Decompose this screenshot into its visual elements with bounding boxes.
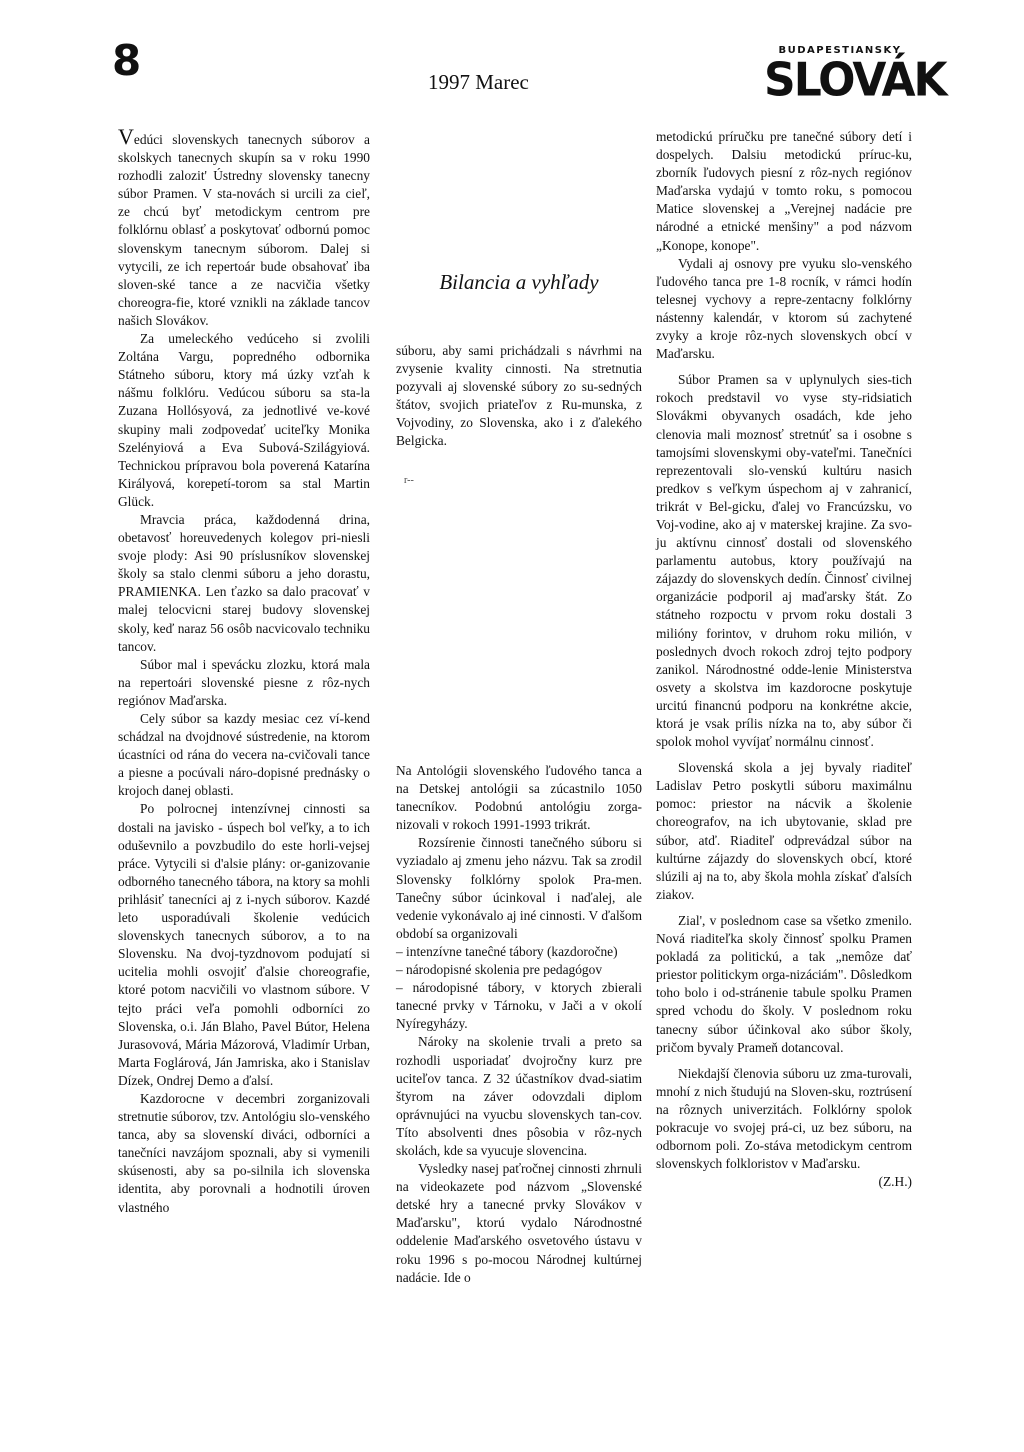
paragraph: metodickú príručku pre tanečné súbory detí i dospelych. Dalsiu metodickú príruc-ku, zborník ľudovych piesní z rôz-nych regiónov Maďarska vydajú v tomto roku, s pomocou Matice slovenskej a „Verejnej nadácie pre národné a etnické menšiny" a pod názvom „Konope, konope". (656, 129, 912, 253)
paragraph: Súbor mal i spevácku zlozku, ktorá mala na repertoári slovenské piesne z rôz-nych regiónov Maďarska. (118, 656, 370, 708)
article-column-3 (656, 128, 912, 1191)
list-item: – intenzívne taneĉné tábory (kazdoročne) (396, 943, 618, 959)
masthead-logo: SLOVÁK (764, 53, 946, 108)
author-signature: (Z.H.) (878, 1174, 912, 1190)
paragraph: Mravcia práca, každodenná drina, obetavosť horeuvedenych kolegov pri-niesli svoje plody: Asi 90 príslusníkov slovenskej školy sa stalo clenmi súboru a jeho dorastu, PRAMIENKA. Len ťazko sa dalo pracovať v malej telocvicni starej budovy slovenskej skoly, keď naraz 56 osôb nacvicovalo techniku tancov. (118, 511, 370, 654)
list-item: – národopisné skolenia pre pedagógov (396, 962, 603, 978)
stray-mark: r-- (404, 475, 414, 486)
list-item: – národopisné tábory, v ktorych zbierali tanecné prvky v Tárnoku, v Jači a v okolí Nyíregyházy. (396, 980, 642, 1032)
paragraph: Kazdorocne v decembri zorganizovali stretnutie súborov, tzv. Antológiu slo-venského tanca, aby sa slovenskí diváci, odborníci a tanečníci navzájom spoznali, aby si vymenili skúsenosti, aby sa po-silnila ich slovenska identita, aby porovnali a hodnotili úroven vlastného (118, 1090, 370, 1215)
paragraph: Zial', v poslednom case sa všetko zmenilo. Nová riaditeľka skoly činnosť spolku Pramen pokladá za politickú, a tak „nemôze dať priestor politickym orga-nizáciám". Dôsledkom toho bolo i od-stránenie tabule spolku Pramen spred vchodu do školy. V poslednom roku tanecny súbor účinkoval ako súbor školy, pričom byvaly Prameň dotancoval. (656, 912, 912, 1055)
article-column-2-top (396, 342, 642, 451)
paragraph: Rozsírenie činnosti tanečného súboru si vyziadalo aj zmenu jeho názvu. Tak sa zrodil Slovensky folklórny spolok Pra-men. Taneĉny súbor úcinkoval i naďalej, ale vedenie vykonávalo aj iné cinnosti. V ďalšom období sa organizovali (396, 835, 642, 941)
paragraph: Vysledky nasej paťročnej cinnosti zhrnuli na videokazete pod názvom „Slovenské detské hry a tanecné prvky Slovákov v Maďarsku", ktorú vydalo Národnostné oddelenie Maďarského osvetového ústavu v roku 1996 s po-mocou Národnej kultúrnej nadácie. Ide o (396, 1161, 642, 1285)
article-column-2-bottom (396, 762, 642, 1287)
issue-date: 1997 Marec (428, 70, 529, 94)
page-number: 8 (112, 36, 141, 85)
article-column-1 (118, 124, 370, 1217)
paragraph (656, 1065, 912, 1190)
paragraph: Súbor Pramen sa v uplynulych sies-tich rokoch predstavil vo vyse sty-ridsiatich Slovákmi obyvanych osadách, kde jeho clenovia mali moznosť stretnúť sa i osobne s tamojsími slovenskymi oby-vateľmi. Tanečníci reprezentovali slo-venskú kultúru nasich predkov s veľkym úspechom aj v zahranicí, trikrát v Bel-gicku, ďalej vo Francúzsku, vo Voj-vodine, ako aj v materskej krajine. Za svo-ju aktívnu cinnosť dostali od slovenského parlamentu autobus, ktory používajú na zájazdy do slovenskych dedín. Činnosť civilnej organizácie podporil aj maďarsky štát. Zo státneho rozpoctu v prvom roku dostali 3 milióny forintov, v druhom roku milión, v poslednych dvoch rokoch zdroj tejto podpory zanikol. Národnostné odde-lenie Ministerstva osvety a skolstva im kazdorocne poskytuje urcitú financnú podporu na konkrétne akcie, ktorá je vsak prílis nízka na to, aby súbor či spolok mohol vyvíjať normálnu cinnosť. (656, 372, 912, 750)
paragraph: Slovenská skola a jej byvaly riaditeľ Ladislav Petro poskytli súboru maximálnu pomoc: priestor na nácvik a školenie choreografov, na ich ubytovanie, sklad pre súbor, atď. Riaditeľ odprevádzal súbor na kultúrne zájazdy do slovenskych obcí, ktoré slúzili aj na to, aby škola mohla získať ďalsích ziakov. (656, 760, 912, 902)
paragraph: Po polrocnej intenzívnej cinnosti sa dostali na javisko - úspech bol veľky, a to ich oduševnilo a povzbudilo do este horli-vejsej práce. Vytycili si d'alsie plány: or-ganizovanie odborného tanecného tábora, na ktory sa mohli prihlásiť tanecníci aj z i-nych súborov. Kazdé leto usporadúvali školenie vedúcich slovenskych tanecnych súborov, a to na Slovensku. Na dvoj-tyzdnovom podujatí si ucitelia mohli osvojiť ďalsie choreografie, ktoré potom nacvičili vo vlastnom súbore. V tejto práci veľa pomohli odborníci zo Slovenska, o.i. Ján Blaho, Pavel Bútor, Helena Jurasovová, Mária Mázorová, Vladimír Urban, Marta Foglárová, Ján Jamriska, ako i Stanislav Dízek, Ondrej Demo a ďalsí. (118, 801, 370, 1088)
masthead-city: BUDAPESTIANSKY (778, 45, 902, 56)
paragraph: Za umeleckého vedúceho si zvolili Zoltána Vargu, popredného odbornika Státneho súboru, ktory má úzky vzťah k nášmu folklóru. Vedúcou súboru sa sta-la Zuzana Hollósyová, za jednotlivé ve-kové skupiny mali zodpovedať uciteľky Monika Szelényiová a Eva Subová-Szilágyiová. Technickou prípravou bola poverená Katarína Királyová, korepetí-torom sa stal Martin Glück. (118, 331, 370, 509)
paragraph: Cely súbor sa kazdy mesiac cez ví-kend schádzal na dvojdnové sústredenie, na ktorom úcastníci od rána do vecera na-cvičovali tance a piesne a pocúvali náro-dopisné prednásky o krojoch danej oblasti. (118, 711, 370, 799)
closing-text: Niekdajší členovia súboru uz zma-turovali, mnohí z nich študujú na Sloven-sku, roztrúsení na rôznych univerzitách. Folklórny spolok pokracuje vo svojej prá-ci, uz bez súboru, na odbornom poli. Zo-stáva metodickym centrom slovenskych folkloristov v Maďarsku. (656, 1065, 912, 1172)
paragraph: Nároky na skolenie trvali a preto sa rozhodli usporiadať dvojročny kurz pre uciteľov tanca. Z 32 účastníkov dvad-siatim štyrom na záver odovzdali diplom oprávnujúci na vyucbu slovenskych tan-cov. Títo absolventi dnes pôsobia v rôz-nych skolách, kde sa vyucuje slovencina. (396, 1034, 642, 1158)
paragraph: Vydali aj osnovy pre vyuku slo-venského ľudového tanca pre 1-8 rocník, v rámci hodín telesnej vychovy a repre-zentacny folklórny nástenny kalendár, v ktorom sú zachytené zvyky a kroje rôz-nych slovenskych obcí v Maďarsku. (656, 255, 912, 362)
paragraph: súboru, aby sami prichádzali s návrhmi na zvysenie kvality cinnosti. Na stretnutia pozyvali aj slovenské súbory zo su-sedných štátov, svojich priateľov z Ru-munska, z Vojvodiny, zo Slovenska, ako i z ďalekého Belgicka. (396, 343, 642, 449)
article-title: Bilancia a vyhľady (439, 270, 599, 294)
paragraph: Vedúci slovenskych tanecnych súborov a skolskych tanecnych skupín sa v roku 1990 rozhodli zalozit' Ústredny slovensky tanecny súbor Pramen. V sta-novách si urcili za cieľ, ze chcú byť metodickym centrom pre folklórnu oblasť a poskytovať odbornú pomoc slovenskym tanecnym súborom. Dalej si vytycili, ze ich repertoár bude obsahovať iba sloven-ské tance a ze nacvičia všetky choreogra-fie, ktoré vznikli na základe tancov našich Slovákov. (118, 124, 370, 328)
paragraph: Na Antológii slovenského ľudového tanca a na Detskej antológii sa zúcastnilo 1050 tanecníkov. Podobnú antológiu zorga-nizovali v rokoch 1991-1993 trikrát. (396, 763, 642, 833)
